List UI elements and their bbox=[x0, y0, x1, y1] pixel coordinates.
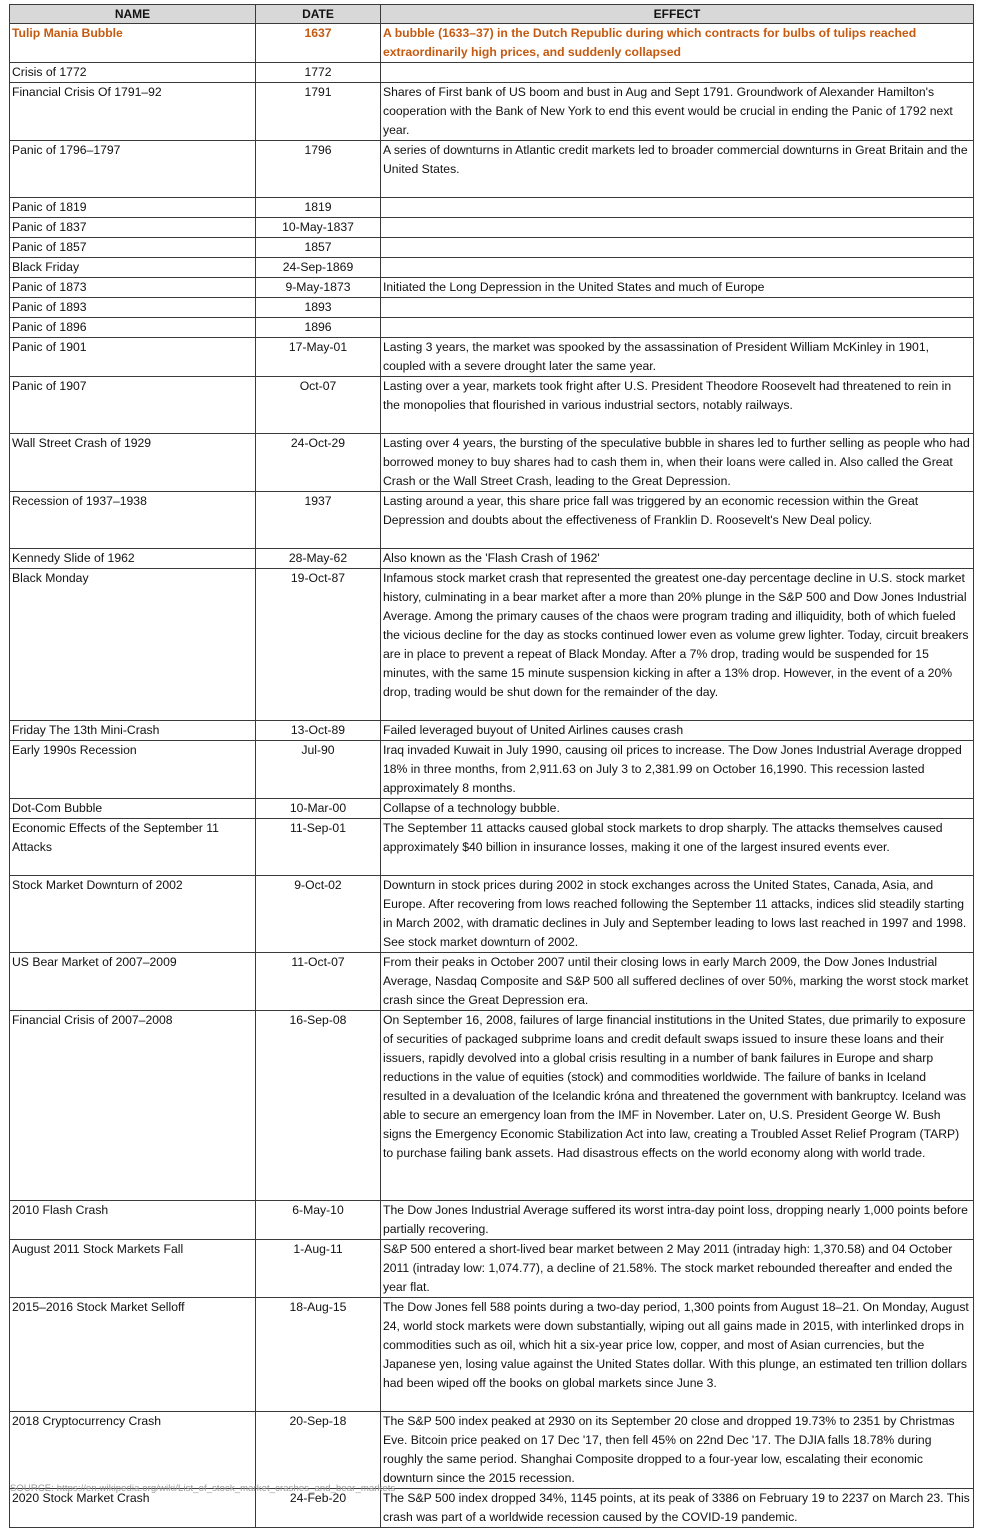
crash-date-cell: 1857 bbox=[256, 238, 381, 258]
table-row bbox=[10, 1011, 974, 1201]
crash-effect-cell: Lasting over a year, markets took fright after U.S. President Theodore Roosevelt had threatened to rein in the monopolies that flourished in various industrial sectors, notably railways. bbox=[381, 377, 974, 434]
crash-name-cell: Panic of 1796–1797 bbox=[10, 141, 256, 198]
crash-effect-cell: Lasting 3 years, the market was spooked by the assassination of President William McKinley in 1901, coupled with a severe drought later the same year. bbox=[381, 338, 974, 377]
crash-effect-cell bbox=[381, 218, 974, 238]
crash-name-cell: 2020 Stock Market Crash bbox=[10, 1489, 256, 1528]
crash-name-cell: Economic Effects of the September 11 Attacks bbox=[10, 819, 256, 876]
table-row bbox=[10, 953, 974, 1011]
crash-effect-cell bbox=[381, 258, 974, 278]
crash-date-cell: 13-Oct-89 bbox=[256, 721, 381, 741]
table-row bbox=[10, 549, 974, 569]
crash-name-cell: Panic of 1896 bbox=[10, 318, 256, 338]
crash-effect-cell: The Dow Jones fell 588 points during a two-day period, 1,300 points from August 18–21. On Monday, August 24, world stock markets were down substantially, wiping out all gains made in 2015, with interlinked drops in commodities such as oil, which hit a six-year price low, copper, and most of Asian currencies, but the Japanese yen, losing value against the United States dollar. With this plunge, an estimated ten trillion dollars had been wiped off the books on global markets since June 3. bbox=[381, 1298, 974, 1412]
crash-date-cell: 28-May-62 bbox=[256, 549, 381, 569]
crash-name-cell: Black Monday bbox=[10, 569, 256, 721]
crash-effect-cell: The September 11 attacks caused global stock markets to drop sharply. The attacks themselves caused approximately $40 billion in insurance losses, making it one of the largest insured events ever. bbox=[381, 819, 974, 876]
crash-effect-cell: The S&P 500 index peaked at 2930 on its September 20 close and dropped 19.73% to 2351 by Christmas Eve. Bitcoin price peaked on 17 Dec '17, then fell 45% on 22nd Dec '17. The DJIA falls 18.78% during roughly the same period. Shanghai Composite dropped to a four-year low, escalating their economic downturn since the 2015 recession. bbox=[381, 1412, 974, 1489]
crash-date-cell: 1937 bbox=[256, 492, 381, 549]
crash-name-cell: US Bear Market of 2007–2009 bbox=[10, 953, 256, 1011]
table-row bbox=[10, 1412, 974, 1489]
table-row bbox=[10, 1201, 974, 1240]
crash-effect-cell bbox=[381, 318, 974, 338]
crash-date-cell: 1-Aug-11 bbox=[256, 1240, 381, 1298]
crash-name-cell: Panic of 1907 bbox=[10, 377, 256, 434]
crash-effect-cell: Lasting around a year, this share price fall was triggered by an economic recession within the Great Depression and doubts about the effectiveness of Franklin D. Roosevelt's New Deal policy. bbox=[381, 492, 974, 549]
crash-date-cell: 20-Sep-18 bbox=[256, 1412, 381, 1489]
table-row bbox=[10, 1298, 974, 1412]
header-effect: EFFECT bbox=[381, 5, 974, 24]
header-row bbox=[10, 5, 974, 24]
table-row bbox=[10, 377, 974, 434]
table-body bbox=[10, 24, 974, 1528]
crash-effect-cell: Collapse of a technology bubble. bbox=[381, 799, 974, 819]
crash-date-cell: 16-Sep-08 bbox=[256, 1011, 381, 1201]
table-row bbox=[10, 218, 974, 238]
table-row bbox=[10, 741, 974, 799]
table-row bbox=[10, 569, 974, 721]
table-row bbox=[10, 141, 974, 198]
crash-effect-cell: Shares of First bank of US boom and bust in Aug and Sept 1791. Groundwork of Alexander Hamilton's cooperation with the Bank of New York to end this event would be crucial in ending the Panic of 1792 next year. bbox=[381, 83, 974, 141]
crash-effect-cell bbox=[381, 298, 974, 318]
crash-date-cell: 11-Sep-01 bbox=[256, 819, 381, 876]
crash-name-cell: August 2011 Stock Markets Fall bbox=[10, 1240, 256, 1298]
crash-name-cell: Black Friday bbox=[10, 258, 256, 278]
crash-effect-cell: From their peaks in October 2007 until their closing lows in early March 2009, the Dow Jones Industrial Average, Nasdaq Composite and S&P 500 all suffered declines of over 50%, marking the worst stock market crash since the Great Depression era. bbox=[381, 953, 974, 1011]
table-row bbox=[10, 819, 974, 876]
crash-effect-cell: Downturn in stock prices during 2002 in stock exchanges across the United States, Canada, Asia, and Europe. After recovering from lows reached following the September 11 attacks, indices slid steadily starting in March 2002, with dramatic declines in July and September leading to lows last reached in 1997 and 1998. See stock market downturn of 2002. bbox=[381, 876, 974, 953]
crash-effect-cell: The Dow Jones Industrial Average suffered its worst intra-day point loss, dropping nearly 1,000 points before partially recovering. bbox=[381, 1201, 974, 1240]
table-row bbox=[10, 1489, 974, 1528]
crash-name-cell: Kennedy Slide of 1962 bbox=[10, 549, 256, 569]
crash-date-cell: 11-Oct-07 bbox=[256, 953, 381, 1011]
table-row bbox=[10, 198, 974, 218]
crash-name-cell: 2018 Cryptocurrency Crash bbox=[10, 1412, 256, 1489]
crash-effect-cell: On September 16, 2008, failures of large financial institutions in the United States, due primarily to exposure of securities of packaged subprime loans and credit default swaps issued to insure these loans and their issuers, rapidly devolved into a global crisis resulting in a number of bank failures in Europe and sharp reductions in the value of equities (stock) and commodities worldwide. The failure of banks in Iceland resulted in a devaluation of the Icelandic króna and threatened the government with bankruptcy. Iceland was able to secure an emergency loan from the IMF in November. Later on, U.S. President George W. Bush signs the Emergency Economic Stabilization Act into law, creating a Troubled Asset Relief Program (TARP) to purchase failing bank assets. Had disastrous effects on the world economy along with world trade. bbox=[381, 1011, 974, 1201]
table-row bbox=[10, 278, 974, 298]
table-row bbox=[10, 1240, 974, 1298]
crash-name-cell: Tulip Mania Bubble bbox=[10, 24, 256, 63]
crash-effect-cell: S&P 500 entered a short-lived bear market between 2 May 2011 (intraday high: 1,370.58) and 04 October 2011 (intraday low: 1,074.77), a decline of 21.58%. The stock market rebounded thereafter and ended the year flat. bbox=[381, 1240, 974, 1298]
crash-date-cell: 6-May-10 bbox=[256, 1201, 381, 1240]
crash-table bbox=[9, 4, 974, 1528]
table-row bbox=[10, 258, 974, 278]
crash-name-cell: Panic of 1857 bbox=[10, 238, 256, 258]
table-row bbox=[10, 338, 974, 377]
crash-name-cell: Panic of 1873 bbox=[10, 278, 256, 298]
crash-effect-cell: Failed leveraged buyout of United Airlines causes crash bbox=[381, 721, 974, 741]
table-row bbox=[10, 63, 974, 83]
crash-effect-cell: Iraq invaded Kuwait in July 1990, causing oil prices to increase. The Dow Jones Industrial Average dropped 18% in three months, from 2,911.63 on July 3 to 2,381.99 on October 16,1990. This recession lasted approximately 8 months. bbox=[381, 741, 974, 799]
crash-date-cell: 18-Aug-15 bbox=[256, 1298, 381, 1412]
crash-name-cell: Early 1990s Recession bbox=[10, 741, 256, 799]
table-row bbox=[10, 434, 974, 492]
crash-effect-cell: Initiated the Long Depression in the United States and much of Europe bbox=[381, 278, 974, 298]
crash-effect-cell: Lasting over 4 years, the bursting of the speculative bubble in shares led to further selling as people who had borrowed money to buy shares had to cash them in, when their loans were called in. Also called the Great Crash or the Wall Street Crash, leading to the Great Depression. bbox=[381, 434, 974, 492]
crash-effect-cell: A bubble (1633–37) in the Dutch Republic during which contracts for bulbs of tulips reached extraordinarily high prices, and suddenly collapsed bbox=[381, 24, 974, 63]
crash-effect-cell bbox=[381, 63, 974, 83]
crash-name-cell: Dot-Com Bubble bbox=[10, 799, 256, 819]
crash-date-cell: 17-May-01 bbox=[256, 338, 381, 377]
crash-effect-cell: The S&P 500 index dropped 34%, 1145 points, at its peak of 3386 on February 19 to 2237 on March 23. This crash was part of a worldwide recession caused by the COVID-19 pandemic. bbox=[381, 1489, 974, 1528]
crash-name-cell: Stock Market Downturn of 2002 bbox=[10, 876, 256, 953]
crash-name-cell: 2010 Flash Crash bbox=[10, 1201, 256, 1240]
crash-date-cell: 24-Sep-1869 bbox=[256, 258, 381, 278]
crash-name-cell: Panic of 1901 bbox=[10, 338, 256, 377]
crash-date-cell: 24-Oct-29 bbox=[256, 434, 381, 492]
crash-date-cell: 1896 bbox=[256, 318, 381, 338]
crash-name-cell: Panic of 1893 bbox=[10, 298, 256, 318]
crash-date-cell: 1819 bbox=[256, 198, 381, 218]
table-row bbox=[10, 24, 974, 63]
crash-effect-cell bbox=[381, 198, 974, 218]
header-name: NAME bbox=[10, 5, 256, 24]
crash-effect-cell: Also known as the 'Flash Crash of 1962' bbox=[381, 549, 974, 569]
crash-name-cell: Panic of 1819 bbox=[10, 198, 256, 218]
table-row bbox=[10, 318, 974, 338]
table-row bbox=[10, 876, 974, 953]
table-row bbox=[10, 721, 974, 741]
crash-name-cell: Crisis of 1772 bbox=[10, 63, 256, 83]
table-row bbox=[10, 83, 974, 141]
crash-effect-cell: A series of downturns in Atlantic credit markets led to broader commercial downturns in Great Britain and the United States. bbox=[381, 141, 974, 198]
crash-date-cell: 1791 bbox=[256, 83, 381, 141]
crash-date-cell: 9-May-1873 bbox=[256, 278, 381, 298]
crash-date-cell: 1772 bbox=[256, 63, 381, 83]
crash-date-cell: 10-Mar-00 bbox=[256, 799, 381, 819]
table-row bbox=[10, 298, 974, 318]
table-header bbox=[10, 5, 974, 24]
crash-date-cell: 1637 bbox=[256, 24, 381, 63]
source-citation: SOURCE: https://en.wikipedia.org/wiki/List_of_stock_market_crashes_and_bear_markets bbox=[10, 1483, 396, 1494]
crash-date-cell: 1796 bbox=[256, 141, 381, 198]
crash-name-cell: Financial Crisis of 2007–2008 bbox=[10, 1011, 256, 1201]
crash-name-cell: Friday The 13th Mini-Crash bbox=[10, 721, 256, 741]
crash-name-cell: 2015–2016 Stock Market Selloff bbox=[10, 1298, 256, 1412]
table-row bbox=[10, 238, 974, 258]
header-date: DATE bbox=[256, 5, 381, 24]
crash-date-cell: 10-May-1837 bbox=[256, 218, 381, 238]
crash-name-cell: Recession of 1937–1938 bbox=[10, 492, 256, 549]
crash-date-cell: 19-Oct-87 bbox=[256, 569, 381, 721]
crash-name-cell: Panic of 1837 bbox=[10, 218, 256, 238]
crash-date-cell: 9-Oct-02 bbox=[256, 876, 381, 953]
crash-name-cell: Financial Crisis Of 1791–92 bbox=[10, 83, 256, 141]
crash-effect-cell bbox=[381, 238, 974, 258]
table-row bbox=[10, 799, 974, 819]
crash-date-cell: 1893 bbox=[256, 298, 381, 318]
crash-effect-cell: Infamous stock market crash that represented the greatest one-day percentage decline in U.S. stock market history, culminating in a bear market after a more than 20% plunge in the S&P 500 and Dow Jones Industrial Average. Among the primary causes of the chaos were program trading and illiquidity, both of which fueled the vicious decline for the day as stocks continued lower even as volume grew lighter. Today, circuit breakers are in place to prevent a repeat of Black Monday. After a 7% drop, trading would be suspended for 15 minutes, with the same 15 minute suspension kicking in after a 13% drop. However, in the event of a 20% drop, trading would be shut down for the remainder of the day. bbox=[381, 569, 974, 721]
crash-date-cell: 24-Feb-20 bbox=[256, 1489, 381, 1528]
crash-date-cell: Jul-90 bbox=[256, 741, 381, 799]
crash-name-cell: Wall Street Crash of 1929 bbox=[10, 434, 256, 492]
table-row bbox=[10, 492, 974, 549]
crash-date-cell: Oct-07 bbox=[256, 377, 381, 434]
